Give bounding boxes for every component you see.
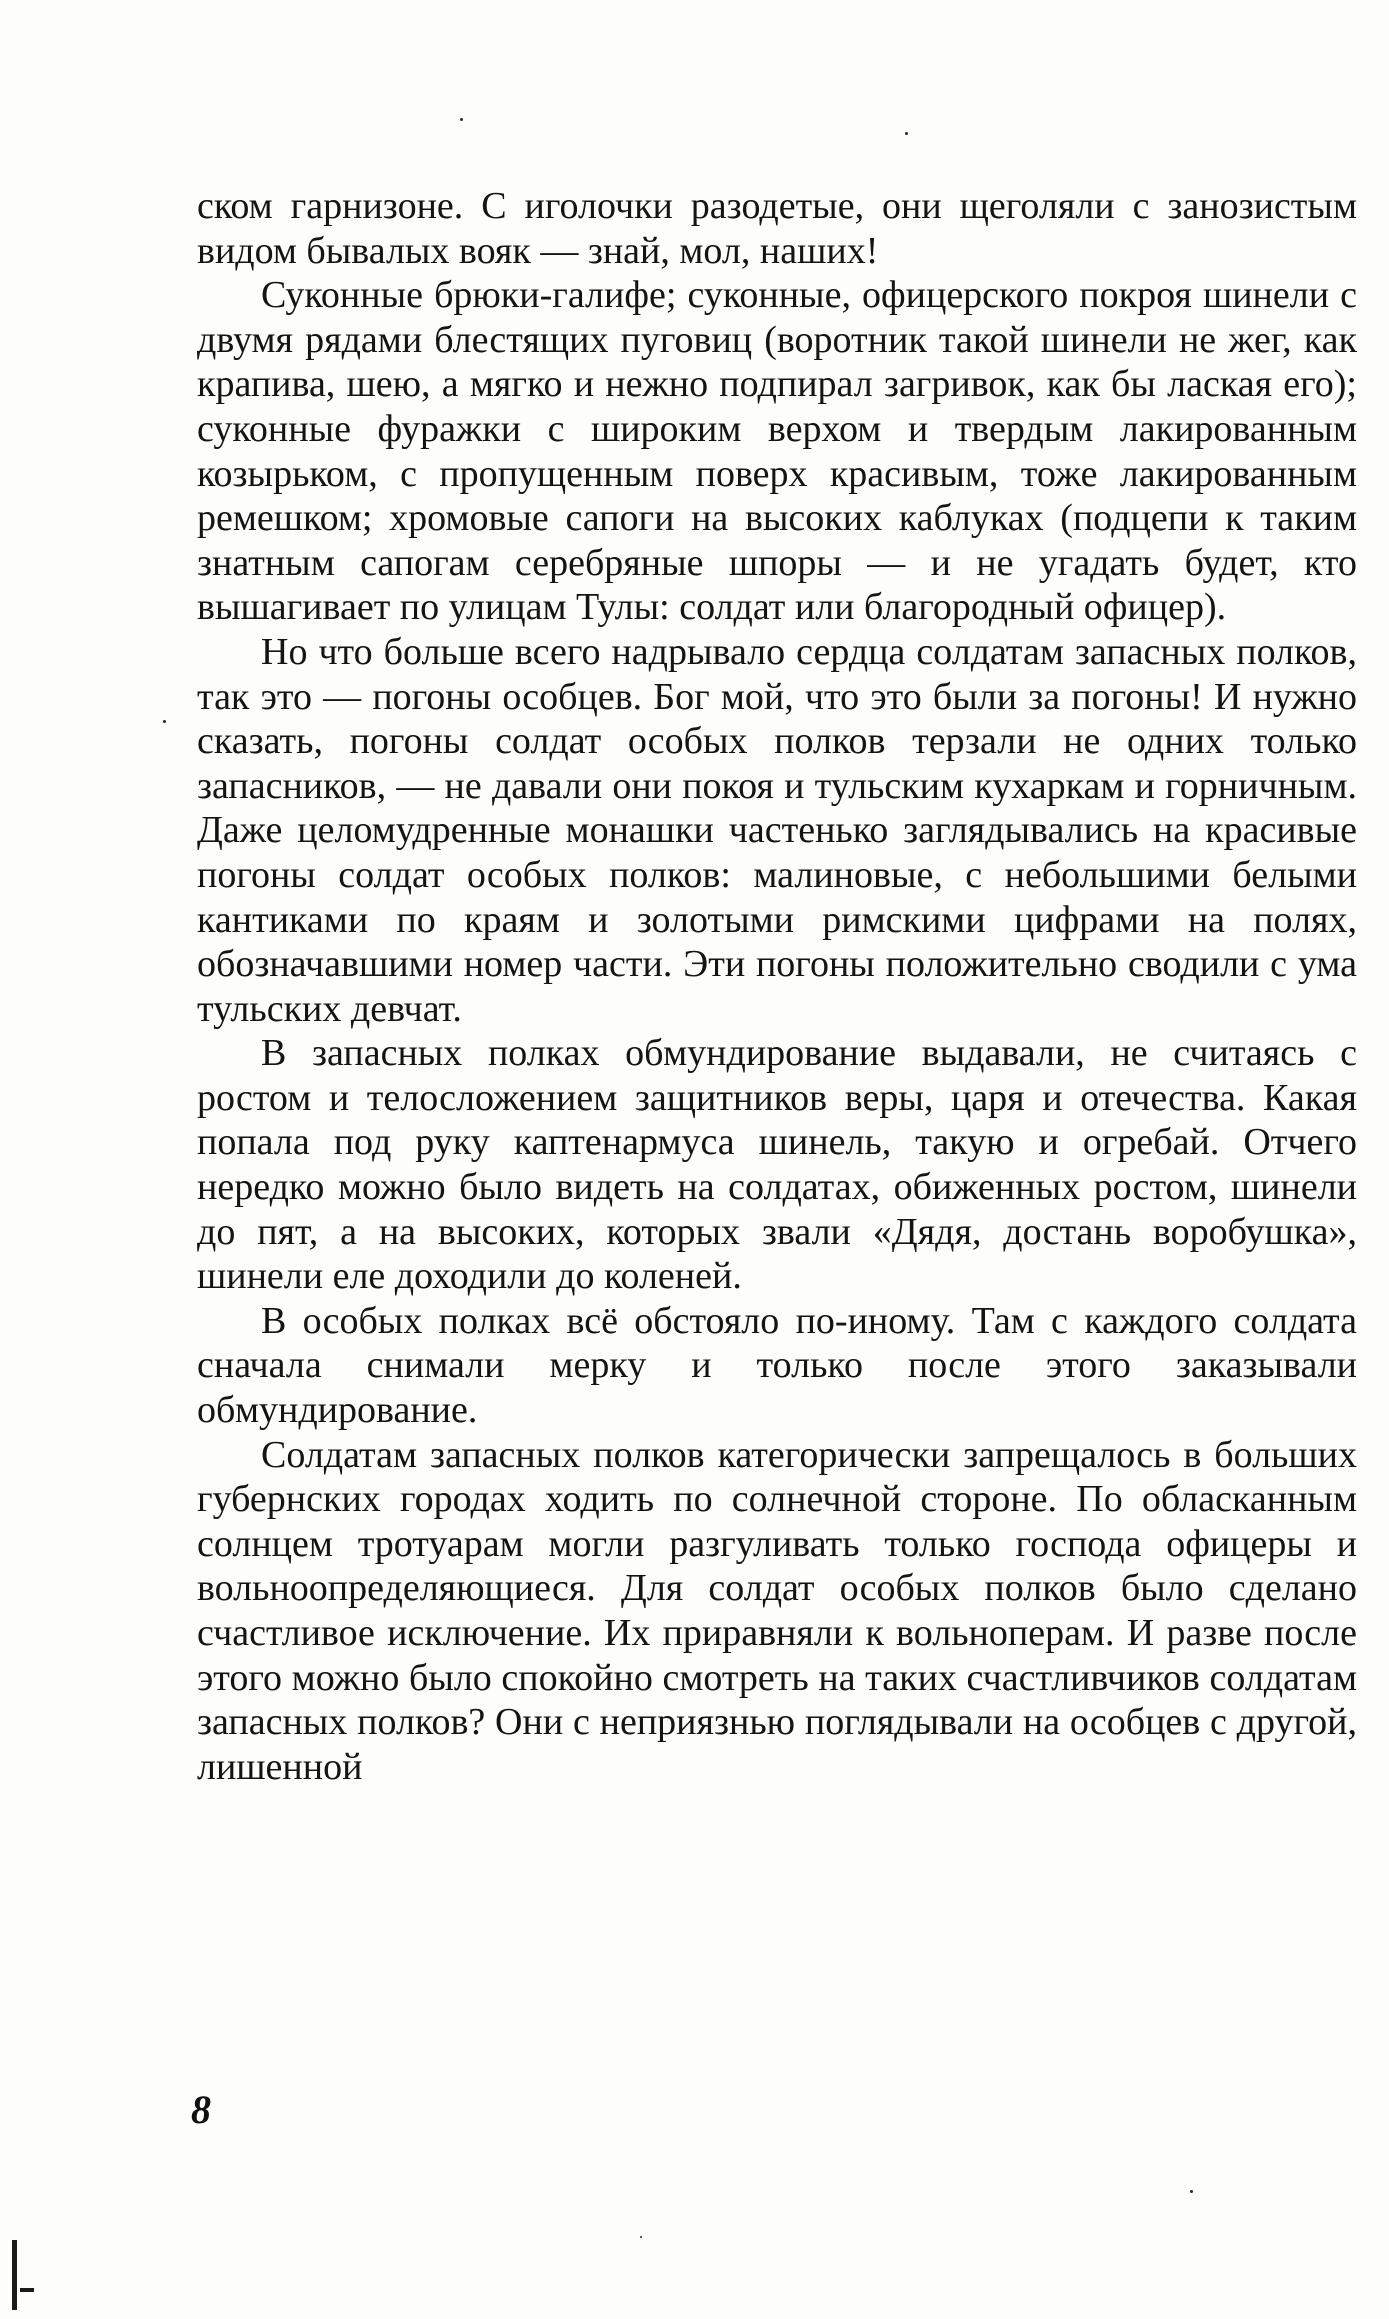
page-number: 8: [191, 2087, 211, 2132]
paragraph-1: ском гарнизоне. С иголочки разодетые, они щеголяли с занозистым видом бывалых вояк — знай, мол, наших!: [197, 185, 1357, 272]
scan-speck: [460, 118, 463, 121]
paragraph-4: В запасных полках обмундирование выдавали, не считаясь с ростом и телосложением защитников веры, царя и отечества. Какая попала под руку каптенармуса шинель, такую и огребай. Отчего нередко можно было видеть на солдатах, обиженных ростом, шинели до пят, а на высоких, которых звали «Дядя, достань воробушка», шинели еле доходили до коленей.: [197, 1032, 1357, 1298]
scan-speck: [1190, 2190, 1193, 2193]
scan-speck: [163, 720, 166, 723]
scan-speck: [640, 2236, 642, 2238]
paragraph-3: Но что больше всего надрывало сердца солдатам запасных полков, так это — погоны особцев. Бог мой, что это были за погоны! И нужно сказать, погоны солдат особых полков терзали не одних только запасников, — не давали они покоя и тульским кухаркам и горничным. Даже целомудренные монашки частенько заглядывались на красивые погоны солдат особых полков: малиновые, с небольшими белыми кантиками по краям и золотыми римскими цифрами на полях, обозначавшими номер части. Эти погоны положительно сводили с ума тульских девчат.: [197, 630, 1357, 1030]
body-text: [197, 184, 1357, 1789]
paragraph-2: Суконные брюки-галифе; суконные, офицерского покроя шинели с двумя рядами блестящих пуговиц (воротник такой шинели не жег, как крапива, шею, а мягко и нежно подпирал загривок, как бы лаская его); суконные фуражки с широким верхом и твердым лакированным козырьком, с пропущенным поверх красивым, тоже лакированным ремешком; хромовые сапоги на высоких каблуках (подцепи к таким знатным сапогам серебряные шпоры — и не угадать будет, кто вышагивает по улицам Тулы: солдат или благородный офицер).: [197, 274, 1357, 629]
scan-speck: [905, 132, 908, 135]
scan-edge-mark: [12, 2240, 17, 2310]
paragraph-6: Солдатам запасных полков категорически запрещалось в больших губернских городах ходить по солнечной стороне. По обласканным солнцем тротуарам могли разгуливать только господа офицеры и вольноопределяющиеся. Для солдат особых полков было сделано счастливое исключение. Их приравняли к вольноперам. И разве после этого можно было спокойно смотреть на таких счастливчиков солдатам запасных полков? Они с неприязнью поглядывали на особцев с другой, лишенной: [197, 1433, 1357, 1788]
paragraph-5: В особых полках всё обстояло по-иному. Там с каждого солдата сначала снимали мерку и только после этого заказывали обмундирование.: [197, 1299, 1357, 1432]
scan-edge-mark: [20, 2288, 34, 2292]
